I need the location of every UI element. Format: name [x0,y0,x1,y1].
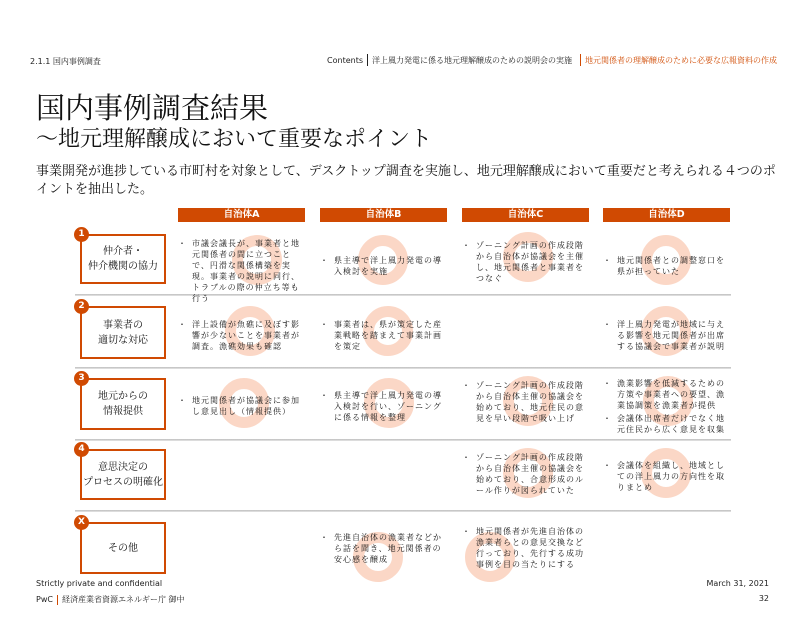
cell-row3-a [178,395,308,419]
row-label-line: 事業者の [103,319,143,331]
cell-row4-d [603,460,731,495]
cell-row1-a [178,238,308,306]
column-header-a: 自治体A [178,208,305,222]
bullet-icon: ・ [320,256,329,265]
row-number-badge: 4 [74,442,89,457]
row-label-line: その他 [108,542,138,554]
cell-text: 洋上設備が魚礁に及ぼす影響が少ないことを事業者が調査。漁礁効果も確認 [192,320,300,351]
breadcrumb-divider [580,54,581,66]
row-label-intermediary [80,234,166,284]
bullet-icon: ・ [462,527,471,536]
breadcrumb-item-active[interactable]: 地元関係者の理解醸成のために必要な広報資料の作成 [585,55,777,65]
cell-row3-d [603,378,733,437]
cell-text: 地元関係者が協議会に参加し意見出し（情報提供） [192,396,300,416]
cell-row1-d [603,255,731,279]
footer-divider [57,595,58,605]
bullet-icon: ・ [320,320,329,329]
breadcrumb [327,54,777,66]
row-label-operator-response [80,306,166,359]
confidential-notice: Strictly private and confidential [36,579,163,588]
row-label-line: 仲介者・ [103,246,143,257]
section-label: 2.1.1 国内事例調査 [30,57,101,66]
row-divider [75,439,731,441]
row-label-decision-process [80,449,166,500]
bullet-icon: ・ [462,453,471,462]
bullet-icon: ・ [178,320,187,329]
cell-row4-c [462,452,590,498]
cell-row2-a [178,319,308,354]
cell-text: ゾーニング計画の作成段階から自治体が協議会を主催し、地元関係者と事業者をつなぐ [476,241,584,283]
cell-text: 地元関係者との調整窓口を県が担っていた [617,256,725,276]
footer-date: March 31, 2021 [706,579,769,588]
cell-text: 県主導で洋上風力発電の導入検討を行い、ゾーニングに係る情報を整理 [334,391,442,422]
cell-text: 会議体を組織し、地域としての洋上風力の方向性を取りまとめ [617,461,725,492]
breadcrumb-divider [367,54,368,66]
cell-row5-c [462,526,590,572]
row-number-badge: X [74,515,89,530]
cell-text: 漁業影響を低減するための方策や事業者への要望、漁業協調策を漁業者が提供 [617,379,725,410]
row-divider [75,294,731,296]
row-label-other [80,522,166,574]
contents-link[interactable]: Contents [327,55,363,65]
row-label-line: 地元からの [98,391,148,402]
bullet-icon: ・ [320,533,329,542]
row-label-line: 適切な対応 [98,334,148,346]
cell-text: ゾーニング計画の作成段階から自治体主催の協議会を始めており、地元住民の意見を早い段階で吸い上げ [476,381,584,423]
cell-row2-d [603,319,731,354]
cell-text: 洋上風力発電が地域に与える影響を地元関係者が出席する協議会で事業者が説明 [617,320,725,351]
cell-row3-c [462,380,590,426]
page-subtitle: ～地元理解醸成において重要なポイント [36,127,433,152]
row-number-badge: 3 [74,371,89,386]
column-header-c: 自治体C [462,208,589,222]
column-header-d: 自治体D [603,208,730,222]
bullet-icon: ・ [603,379,612,388]
row-number-badge: 1 [74,227,89,242]
breadcrumb-item[interactable]: 洋上風力発電に係る地元理解醸成のための説明会の実施 [372,55,572,65]
cell-text: ゾーニング計画の作成段階から自治体主催の協議会を始めており、合意形成のルール作りが図られていた [476,453,584,495]
row-number-badge: 2 [74,299,89,314]
cell-text: 県主導で洋上風力発電の導入検討を実施 [334,256,442,276]
row-label-line: 意思決定の [98,461,148,473]
bullet-icon: ・ [603,414,612,423]
row-label-line: 情報提供 [103,406,143,417]
cell-text: 先進自治体の漁業者などから話を聞き、地元関係者の安心感を醸成 [334,533,442,564]
cell-text: 会議体出席者だけでなく地元住民から広く意見を収集 [617,414,725,434]
page-number: 32 [758,594,769,603]
bullet-icon: ・ [178,239,187,248]
bullet-icon: ・ [320,391,329,400]
column-header-b: 自治体B [320,208,447,222]
row-divider [75,367,731,369]
row-label-line: プロセスの明確化 [83,476,163,488]
client-name: 経済産業省資源エネルギー庁 御中 [61,595,185,604]
row-divider [75,510,731,512]
row-label-line: 仲介機関の協力 [88,261,158,272]
company-name: PwC [36,595,53,604]
cell-text: 事業者は、県が策定した産業戦略を踏まえて事業計画を策定 [334,320,442,351]
page-title: 国内事例調査結果 [36,91,269,125]
cell-row5-b [320,532,448,567]
bullet-icon: ・ [603,461,612,470]
footer-client [36,594,185,605]
cell-row3-b [320,390,448,425]
bullet-icon: ・ [603,320,612,329]
lead-text: 事業開発が進捗している市町村を対象として、デスクトップ調査を実施し、地元理解醸成において重要だと考えられる４つのポイントを抽出した。 [36,164,776,197]
bullet-icon: ・ [462,381,471,390]
bullet-icon: ・ [178,396,187,405]
cell-text: 市議会議長が、事業者と地元関係者の間に立つことで、円滑な関係構築を実現。事業者の説明に同行、トラブルの際の仲立ち等も行う [192,239,300,303]
cell-row1-c [462,240,590,286]
cell-text: 地元関係者が先進自治体の漁業者らとの意見交換など行っており、先行する成功事例を目の当たりにする [476,527,584,569]
bullet-icon: ・ [462,241,471,250]
cell-row1-b [320,255,448,279]
row-label-local-info [80,378,166,430]
cell-row2-b [320,319,448,354]
bullet-icon: ・ [603,256,612,265]
